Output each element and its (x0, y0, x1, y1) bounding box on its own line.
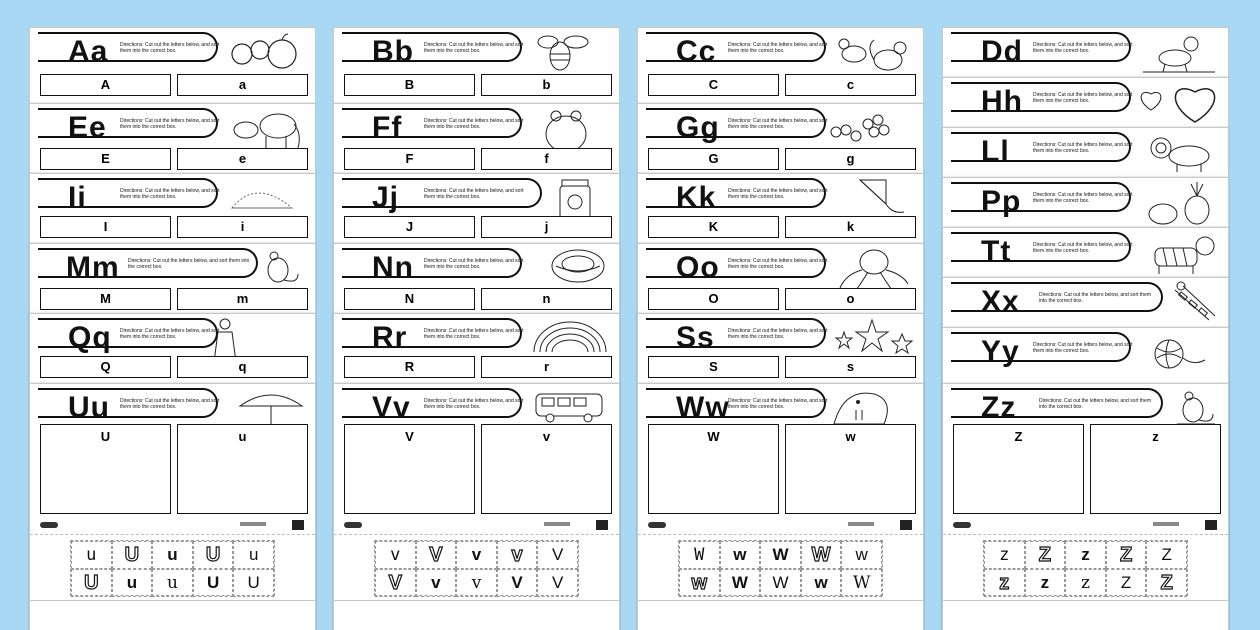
cut-out-letter-tile[interactable]: W (801, 541, 842, 569)
directions-text: Directions: Cut out the letters below, and sort them into the correct box. (424, 258, 524, 270)
worksheet-stack-2 (334, 28, 619, 600)
uppercase-box[interactable]: I (40, 216, 171, 238)
cut-out-letter-tile[interactable]: W (679, 541, 720, 569)
jam-jar-icon (556, 176, 596, 216)
title-letters: Jj (372, 181, 400, 214)
cut-out-letter-tile[interactable]: w (801, 569, 842, 597)
uppercase-box[interactable]: O (648, 288, 779, 310)
title-letters: Nn (372, 251, 414, 284)
directions-text: Directions: Cut out the letters below, and sort them into the correct box. (1033, 192, 1133, 204)
cut-out-letter-tile[interactable]: V (537, 569, 578, 597)
title-banner (646, 318, 828, 354)
lowercase-sort-box[interactable]: u (177, 424, 308, 514)
title-letters: Cc (676, 35, 717, 68)
mouse-icon (1171, 386, 1221, 426)
cut-out-letter-tile[interactable]: V (537, 541, 578, 569)
title-letters: Pp (981, 185, 1022, 218)
title-letters: Ee (68, 111, 107, 144)
cut-out-letter-tile[interactable]: U (71, 569, 112, 597)
title-letters: Aa (68, 35, 109, 68)
cut-out-letter-tile[interactable]: Z (1106, 569, 1147, 597)
hearts-icon (1137, 80, 1221, 120)
lowercase-sort-box[interactable]: v (481, 424, 612, 514)
cut-out-letter-tile[interactable]: z (1065, 569, 1106, 597)
lowercase-box[interactable]: r (481, 356, 612, 378)
cut-out-letter-tile[interactable]: W (720, 569, 761, 597)
cut-line (30, 534, 315, 535)
directions-text: Directions: Cut out the letters below, and sort them into the correct box. (728, 328, 828, 340)
sort-row (344, 148, 612, 170)
title-letters: Qq (68, 321, 112, 354)
apples-icon (226, 30, 306, 70)
worksheet-stack-3 (638, 28, 923, 600)
footer-url (544, 522, 570, 526)
cut-line (638, 534, 923, 535)
title-banner (342, 108, 524, 144)
sort-row (648, 148, 916, 170)
title-banner (951, 82, 1133, 118)
lowercase-box[interactable]: n (481, 288, 612, 310)
cut-out-letter-tile[interactable]: w (720, 541, 761, 569)
sorting-boxes (40, 424, 308, 514)
title-banner (38, 318, 220, 354)
cut-out-letter-tile[interactable]: v (416, 569, 457, 597)
cut-out-letter-tile[interactable]: Z (1025, 541, 1066, 569)
title-letters: Ll (981, 135, 1010, 168)
uppercase-box[interactable]: A (40, 74, 171, 96)
cut-out-letter-tile[interactable]: W (760, 569, 801, 597)
cut-out-letter-tile[interactable]: Z (1146, 569, 1187, 597)
title-banner (646, 32, 828, 68)
octopus-icon (834, 246, 914, 286)
title-letters: Ii (68, 181, 87, 214)
directions-text: Directions: Cut out the letters below, and sort them into the correct box. (120, 188, 220, 200)
title-banner (951, 132, 1133, 168)
xylophone-icon (1169, 280, 1219, 320)
title-letters: Bb (372, 35, 414, 68)
cut-out-letter-tile[interactable]: z (984, 569, 1025, 597)
title-letters: Yy (981, 335, 1020, 368)
lowercase-box[interactable]: q (177, 356, 308, 378)
title-banner (342, 32, 524, 68)
sort-row (648, 74, 916, 96)
cut-out-letter-tile[interactable]: v (497, 541, 538, 569)
cut-out-letter-tile[interactable]: u (112, 569, 153, 597)
publisher-logo (648, 522, 666, 528)
title-letters: Uu (68, 391, 110, 424)
cut-out-letter-tile[interactable]: v (456, 541, 497, 569)
cut-out-letter-tile[interactable]: V (497, 569, 538, 597)
title-letters: Hh (981, 85, 1023, 118)
cut-out-letter-tile[interactable]: V (416, 541, 457, 569)
cut-out-letter-tile[interactable]: u (233, 541, 274, 569)
lowercase-box[interactable]: a (177, 74, 308, 96)
sort-row (40, 288, 308, 310)
walrus-icon (828, 384, 908, 424)
title-letters: Kk (676, 181, 717, 214)
directions-text: Directions: Cut out the letters below, and sort them into the correct box. (728, 118, 828, 130)
sort-row (40, 74, 308, 96)
sort-row (648, 356, 916, 378)
title-letters: Zz (981, 391, 1017, 424)
lowercase-box[interactable]: m (177, 288, 308, 310)
directions-text: Directions: Cut out the letters below, and sort them into the correct box. (728, 42, 828, 54)
directions-text: Directions: Cut out the letters below, and sort them into the correct box. (120, 398, 220, 410)
lowercase-box[interactable]: j (481, 216, 612, 238)
directions-text: Directions: Cut out the letters below, and sort them into the correct box. (120, 118, 220, 130)
uppercase-box[interactable]: B (344, 74, 475, 96)
cut-out-letter-tile[interactable]: Z (1106, 541, 1147, 569)
sorting-boxes (344, 424, 612, 514)
publisher-logo (344, 522, 362, 528)
footer-mark-icon (900, 520, 912, 530)
grapes-icon (822, 106, 902, 146)
sort-row (344, 356, 612, 378)
title-banner (38, 32, 220, 68)
footer-url (1153, 522, 1179, 526)
title-banner (951, 232, 1133, 268)
sorting-boxes (953, 424, 1221, 514)
lowercase-box[interactable]: s (785, 356, 916, 378)
lowercase-box[interactable]: e (177, 148, 308, 170)
directions-text: Directions: Cut out the letters below, and sort them into the correct box. (1033, 142, 1133, 154)
title-banner (951, 282, 1163, 318)
title-letters: Mm (66, 251, 120, 284)
title-banner (646, 108, 828, 144)
cut-out-letter-tile[interactable]: U (193, 541, 234, 569)
cut-out-letter-tile[interactable]: U (112, 541, 153, 569)
sort-row (40, 148, 308, 170)
cut-out-letter-tile[interactable]: z (1065, 541, 1106, 569)
cut-out-letter-tile[interactable]: U (233, 569, 274, 597)
title-banner (646, 178, 828, 214)
title-letters: Tt (981, 235, 1012, 268)
cut-out-letter-tile[interactable]: u (71, 541, 112, 569)
lowercase-sort-box[interactable]: z (1090, 424, 1221, 514)
publisher-logo (40, 522, 58, 528)
uppercase-box[interactable]: G (648, 148, 779, 170)
publisher-logo (953, 522, 971, 528)
directions-text: Directions: Cut out the letters below, and sort them into the correct box. (120, 328, 220, 340)
title-banner (646, 388, 828, 424)
uppercase-box[interactable]: S (648, 356, 779, 378)
lowercase-box[interactable]: g (785, 148, 916, 170)
sort-row (40, 216, 308, 238)
title-letters: Oo (676, 251, 720, 284)
cut-out-letter-tile[interactable]: v (375, 541, 416, 569)
worksheet-stack-4 (943, 28, 1228, 600)
uppercase-box[interactable]: Q (40, 356, 171, 378)
cut-out-letters (374, 540, 579, 596)
cut-out-letters (70, 540, 275, 596)
uppercase-sort-box[interactable]: Z (953, 424, 1084, 514)
uppercase-box[interactable]: R (344, 356, 475, 378)
cut-out-letter-tile[interactable]: Z (1146, 541, 1187, 569)
sort-row (40, 356, 308, 378)
title-banner (342, 318, 524, 354)
sort-row (344, 288, 612, 310)
cut-out-letter-tile[interactable]: z (984, 541, 1025, 569)
lowercase-box[interactable]: f (481, 148, 612, 170)
kite-icon (852, 176, 912, 216)
sort-row (344, 74, 612, 96)
pineapple-icon (1143, 180, 1223, 220)
tiger-icon (1149, 230, 1223, 270)
lowercase-box[interactable]: c (785, 74, 916, 96)
title-letters: Vv (372, 391, 411, 424)
directions-text: Directions: Cut out the letters below, and sort them into the correct box. (120, 42, 220, 54)
title-letters: Rr (372, 321, 408, 354)
title-letters: Gg (676, 111, 720, 144)
directions-text: Directions: Cut out the letters below, and sort them into the correct box. (728, 398, 828, 410)
uppercase-box[interactable]: F (344, 148, 475, 170)
uppercase-sort-box[interactable]: W (648, 424, 779, 514)
igloo-icon (226, 176, 306, 216)
cut-out-letter-tile[interactable]: w (841, 541, 882, 569)
title-letters: Ww (676, 391, 730, 424)
sort-row (648, 216, 916, 238)
footer-url (240, 522, 266, 526)
lowercase-sort-box[interactable]: w (785, 424, 916, 514)
sorting-boxes (648, 424, 916, 514)
title-banner (38, 178, 220, 214)
lowercase-box[interactable]: i (177, 216, 308, 238)
cut-out-letter-tile[interactable]: V (375, 569, 416, 597)
directions-text: Directions: Cut out the letters below, and sort them into the correct box. (424, 118, 524, 130)
title-letters: Ff (372, 111, 403, 144)
uppercase-box[interactable]: N (344, 288, 475, 310)
sort-row (648, 288, 916, 310)
cut-out-letter-tile[interactable]: z (1025, 569, 1066, 597)
title-banner (951, 332, 1133, 368)
uppercase-box[interactable]: M (40, 288, 171, 310)
title-banner (646, 248, 828, 284)
lowercase-box[interactable]: b (481, 74, 612, 96)
directions-text: Directions: Cut out the letters below, and sort them into the correct box. (1033, 342, 1133, 354)
cut-out-letter-tile[interactable]: W (841, 569, 882, 597)
title-letters: Xx (981, 285, 1020, 318)
cut-out-letter-tile[interactable]: u (152, 569, 193, 597)
directions-text: Directions: Cut out the letters below, and sort them into the correct box. (1033, 242, 1133, 254)
uppercase-box[interactable]: J (344, 216, 475, 238)
title-banner (38, 108, 220, 144)
uppercase-sort-box[interactable]: U (40, 424, 171, 514)
cut-line (334, 534, 619, 535)
lion-icon (1139, 130, 1219, 170)
stars-icon (834, 316, 914, 356)
uppercase-sort-box[interactable]: V (344, 424, 475, 514)
directions-text: Directions: Cut out the letters below, and sort them into the correct box. (424, 188, 524, 200)
directions-text: Directions: Cut out the letters below, and sort them into the correct box. (728, 188, 828, 200)
cut-out-letter-tile[interactable]: W (760, 541, 801, 569)
cut-out-letter-tile[interactable]: v (456, 569, 497, 597)
cut-out-letter-tile[interactable]: U (193, 569, 234, 597)
cut-out-letter-tile[interactable]: u (152, 541, 193, 569)
title-banner (951, 32, 1133, 68)
cut-out-letters (678, 540, 883, 596)
directions-text: Directions: Cut out the letters below, and sort them into the correct box. (424, 398, 524, 410)
title-banner (342, 388, 524, 424)
title-banner (342, 178, 542, 214)
title-banner (951, 388, 1163, 424)
cut-line (943, 534, 1228, 535)
directions-text: Directions: Cut out the letters below, and sort them into the correct box. (1039, 292, 1151, 304)
uppercase-box[interactable]: K (648, 216, 779, 238)
title-banner (342, 248, 524, 284)
rainbow-icon (530, 318, 610, 358)
elephants-icon (226, 106, 306, 146)
directions-text: Directions: Cut out the letters below, and sort them into the correct box. (424, 328, 524, 340)
title-letters: Ss (676, 321, 715, 354)
directions-text: Directions: Cut out the letters below, and sort them into the correct box. (728, 258, 828, 270)
footer-mark-icon (1205, 520, 1217, 530)
title-letters: Dd (981, 35, 1023, 68)
uppercase-box[interactable]: E (40, 148, 171, 170)
lowercase-box[interactable]: o (785, 288, 916, 310)
queen-icon (210, 316, 240, 356)
cut-out-letter-tile[interactable]: w (679, 569, 720, 597)
title-banner (38, 388, 220, 424)
footer-mark-icon (596, 520, 608, 530)
bee-icon (530, 30, 610, 70)
directions-text: Directions: Cut out the letters below, and sort them into the correct box. (424, 42, 524, 54)
mouse-icon (254, 246, 304, 286)
directions-text: Directions: Cut out the letters below, and sort them into the correct box. (1039, 398, 1151, 410)
footer-mark-icon (292, 520, 304, 530)
van-icon (532, 388, 612, 428)
dog-icon (1139, 28, 1219, 68)
sort-row (344, 216, 612, 238)
uppercase-box[interactable]: C (648, 74, 779, 96)
directions-text: Directions: Cut out the letters below, and sort them into the correct box. (1033, 92, 1133, 104)
directions-text: Directions: Cut out the letters below, and sort them into the correct box. (128, 258, 250, 270)
footer-url (848, 522, 874, 526)
nest-icon (548, 246, 608, 286)
lowercase-box[interactable]: k (785, 216, 916, 238)
umbrella-icon (236, 386, 306, 426)
frog-icon (530, 106, 610, 146)
directions-text: Directions: Cut out the letters below, and sort them into the correct box. (1033, 42, 1133, 54)
title-banner (951, 182, 1133, 218)
worksheet-stack-1 (30, 28, 315, 600)
cats-icon (834, 30, 914, 70)
title-banner (38, 248, 258, 284)
cut-out-letters (983, 540, 1188, 596)
yarn-icon (1139, 330, 1219, 370)
